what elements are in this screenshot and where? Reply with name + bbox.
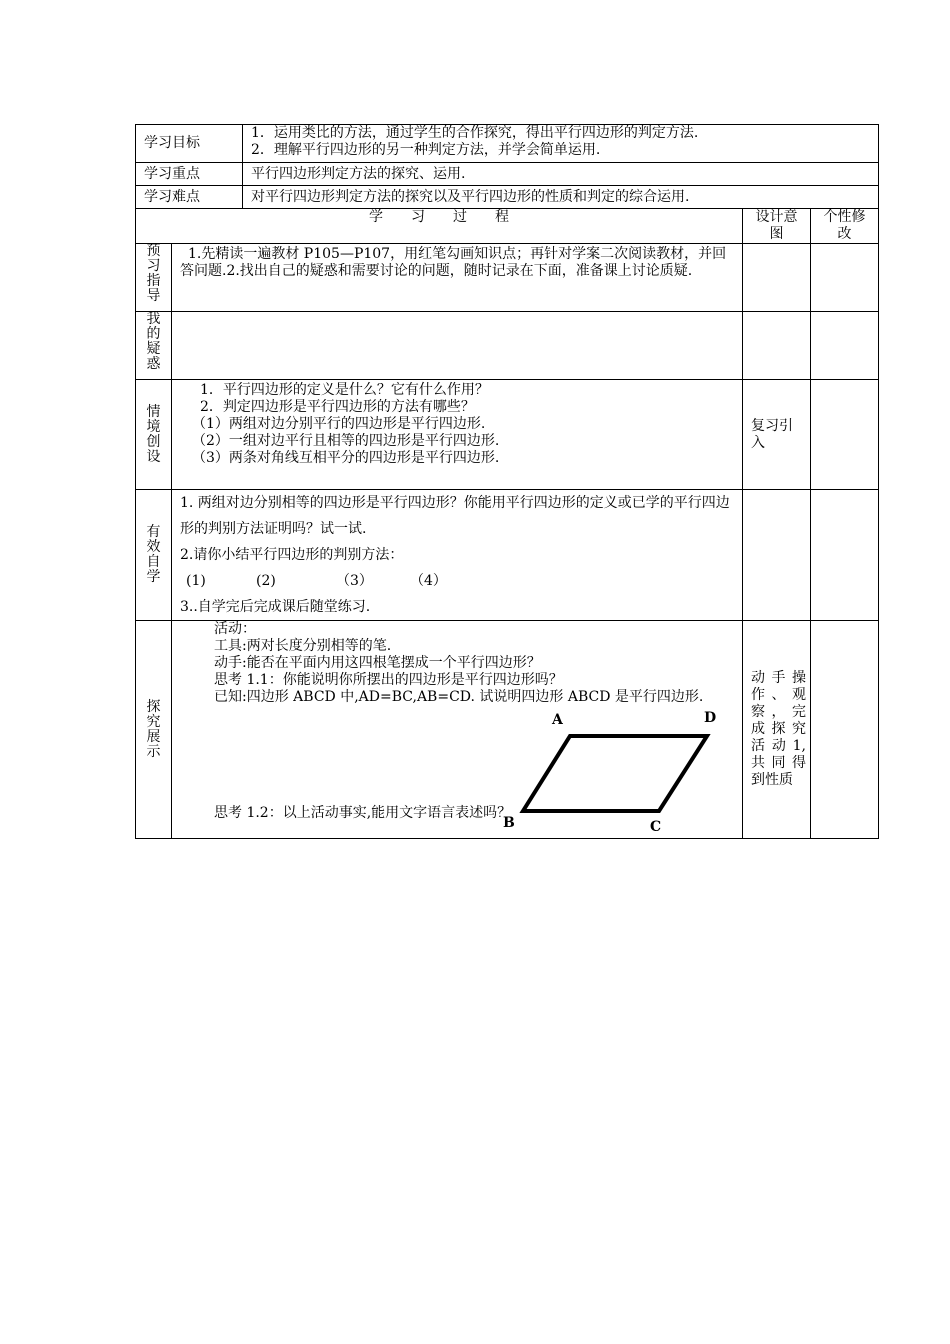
blank-1: (1) — [186, 573, 206, 589]
self-study-q2: 2.请你小结平行四边形的判别方法： — [180, 547, 404, 563]
situation-line-5: （3）两条对角线互相平分的四边形是平行四边形. — [192, 450, 500, 466]
blank-3: （3） — [336, 573, 373, 589]
preview-guide-label: 预习指导 — [146, 243, 161, 304]
row-preview-guide — [136, 244, 879, 312]
self-study-blanks — [180, 568, 734, 594]
explore-line-3: 动手:能否在平面内用这四根笔摆成一个平行四边形？ — [214, 655, 541, 671]
row-learning-goal — [136, 125, 879, 163]
vertex-label-a: A — [552, 712, 563, 728]
row-learning-difficulty — [136, 186, 879, 209]
my-doubts-label: 我的疑惑 — [146, 311, 161, 372]
blank-4: （4） — [410, 573, 447, 589]
my-doubts-content — [172, 312, 743, 380]
learning-difficulty-label: 学习难点 — [136, 186, 243, 209]
situation-line-3: （1）两组对边分别平行的四边形是平行四边形. — [192, 416, 486, 432]
explore-personal-cell — [811, 621, 879, 839]
blank-2: (2) — [256, 573, 276, 589]
process-header: 学 习 过 程 — [136, 209, 743, 244]
vertex-label-d: D — [704, 710, 717, 726]
preview-guide-text: 1.先精读一遍教材 P105—P107，用红笔勾画知识点；再针对学案二次阅读教材，并回答问题.2.找出自己的疑惑和需要讨论的问题，随时记录在下面，准备课上讨论质疑. — [172, 244, 743, 312]
doubts-design-cell — [743, 312, 811, 380]
learning-focus-text: 平行四边形判定方法的探究、运用. — [243, 163, 879, 186]
situation-line-4: （2）一组对边平行且相等的四边形是平行四边形. — [192, 433, 500, 449]
explore-line-4: 思考 1.1：你能说明你所摆出的四边形是平行四边形吗？ — [214, 672, 563, 688]
parallelogram-figure — [495, 705, 725, 840]
explore-given: 已知:四边形 ABCD 中,AD=BC,AB=CD. 试说明四边形 ABCD 是平行四边形. — [214, 689, 704, 705]
self-study-personal-cell — [811, 490, 879, 621]
row-situation — [136, 380, 879, 490]
row-my-doubts — [136, 312, 879, 380]
self-study-design-cell — [743, 490, 811, 621]
learning-goal-line-1: 1．运用类比的方法，通过学生的合作探究，得出平行四边形的判定方法. — [251, 125, 699, 141]
situation-line-1: 1．平行四边形的定义是什么？它有什么作用？ — [200, 382, 489, 398]
personal-edit-header: 个性修改 — [811, 209, 879, 244]
situation-label: 情境创设 — [146, 403, 161, 465]
parallelogram-abcd — [523, 736, 707, 811]
situation-personal-cell — [811, 380, 879, 490]
explore-label: 探究展示 — [146, 698, 161, 760]
learning-difficulty-text: 对平行四边形判定方法的探究以及平行四边形的性质和判定的综合运用. — [243, 186, 879, 209]
vertex-label-c: C — [650, 819, 662, 835]
explore-design-intent: 动手操作、观察，完成探究活动1,共同得到性质 — [743, 621, 811, 839]
self-study-label: 有效自学 — [146, 524, 161, 585]
self-study-q1: 1. 两组对边分别相等的四边形是平行四边形？你能用平行四边形的定义或已学的平行四边形的判别方法证明吗？试一试. — [180, 495, 730, 537]
preview-design-cell — [743, 244, 811, 312]
learning-goal-line-2: 2．理解平行四边形的另一种判定方法，并学会简单运用. — [251, 142, 601, 158]
explore-think-2: 思考 1.2：以上活动事实,能用文字语言表述吗？ — [214, 805, 512, 821]
explore-line-1: 活动： — [214, 621, 256, 637]
explore-line-2: 工具:两对长度分别相等的笔. — [214, 638, 392, 654]
vertex-label-b: B — [503, 815, 515, 831]
situation-design-intent: 复习引入 — [743, 380, 811, 490]
learning-goal-label: 学习目标 — [136, 125, 243, 163]
row-self-study — [136, 490, 879, 621]
situation-line-2: 2．判定四边形是平行四边形的方法有哪些？ — [200, 399, 475, 415]
doubts-personal-cell — [811, 312, 879, 380]
row-process-header — [136, 209, 879, 244]
learning-focus-label: 学习重点 — [136, 163, 243, 186]
design-intent-header: 设计意图 — [743, 209, 811, 244]
row-learning-focus — [136, 163, 879, 186]
self-study-q3: 3..自学完后完成课后随堂练习. — [180, 599, 371, 615]
preview-personal-cell — [811, 244, 879, 312]
